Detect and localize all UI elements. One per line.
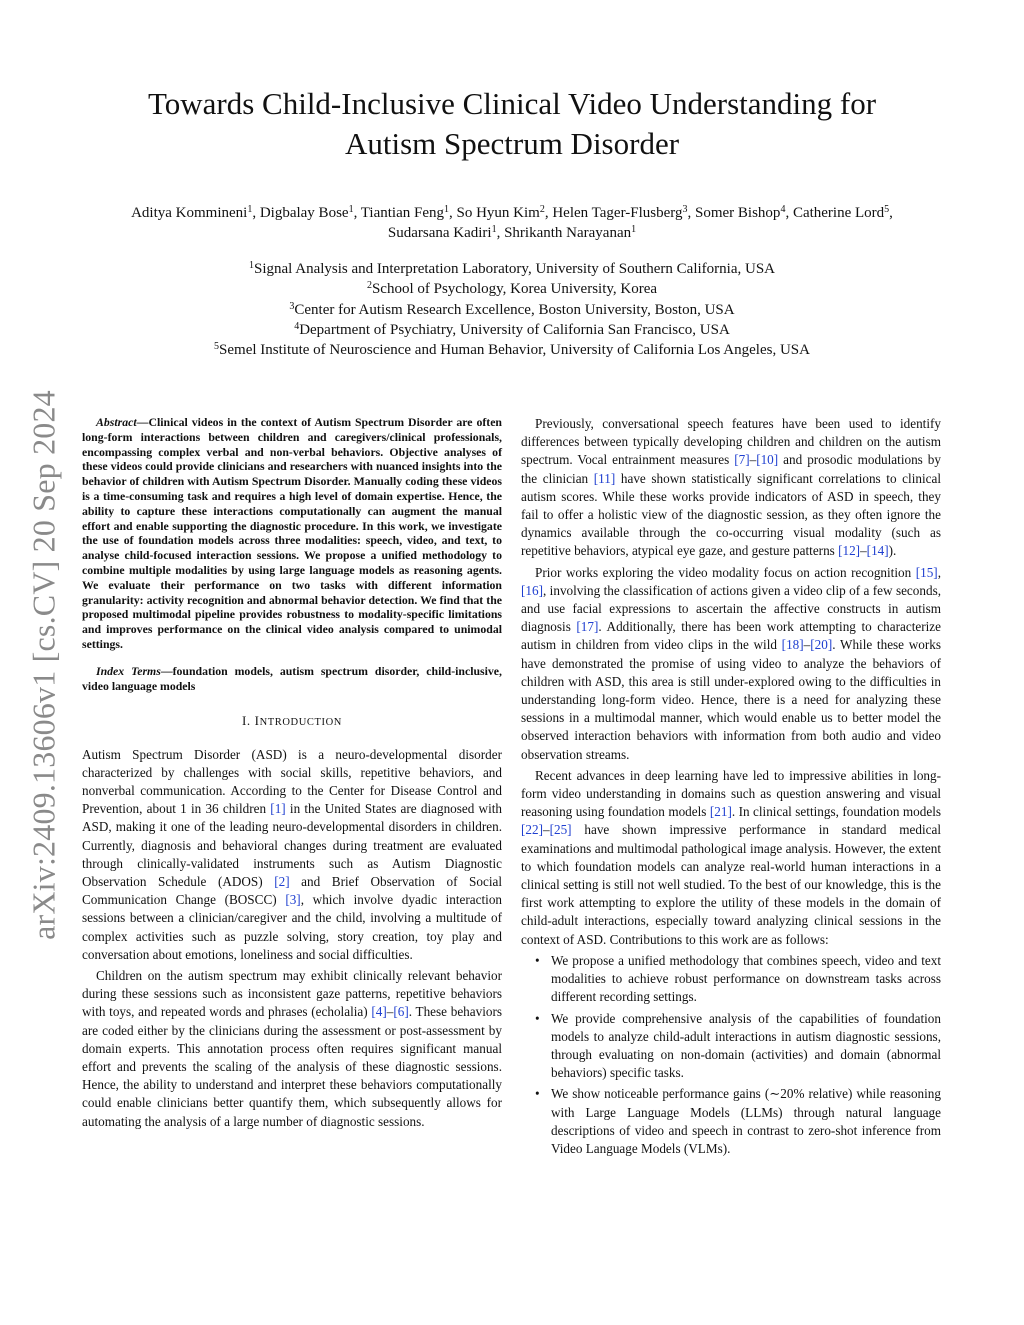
citation-link[interactable]: [12] <box>838 543 861 559</box>
author: Catherine Lord <box>792 205 885 221</box>
text-run: – <box>803 637 811 653</box>
author-affiliation-mark: 1 <box>491 224 497 235</box>
paper-title <box>60 84 964 164</box>
text-run: Children on the autism spectrum may exhibit clinically relevant behavior during these sessions such as inconsistent gaze patterns, repetitive behaviors with toys, and repeated words and phrases (echolalia) <box>82 967 502 1020</box>
text-run: , involving the classification of actions given a video clip of a few seconds, and use facial expressions to ascertain the affective constructs in autism diagnosis <box>521 582 941 635</box>
citation-link[interactable]: [4] <box>371 1004 387 1020</box>
arxiv-identifier-text: arXiv:2409.13606v1 [cs.CV] 20 Sep 2024 <box>25 390 62 940</box>
citation-link[interactable]: [3] <box>285 892 301 908</box>
list-item <box>535 1085 941 1158</box>
citation-link[interactable]: [11] <box>593 470 616 486</box>
section-title-initial: I <box>254 713 260 729</box>
author-affiliation-mark: 5 <box>884 204 890 215</box>
citation-link[interactable]: [2] <box>274 873 290 889</box>
affiliation-number: 4 <box>294 320 300 332</box>
affiliation-list <box>60 259 964 360</box>
list-item <box>535 1010 941 1083</box>
text-run: , which involve dyadic interaction sessions between a clinician/caregiver and the child, involving a multitude of complex activities such as puzzle solving, story creation, toy play and conversation about emotions, loneliness and social difficulties. <box>82 892 503 962</box>
text-run: – <box>386 1004 394 1020</box>
citation-link[interactable]: [6] <box>393 1004 409 1020</box>
author: Somer Bishop <box>695 205 781 221</box>
text-run: , <box>937 564 941 580</box>
citation-link[interactable]: [21] <box>709 804 732 820</box>
citation-link[interactable]: [10] <box>756 452 779 468</box>
list-item-text: We propose a unified methodology that combines speech, video and text modalities to achieve robust performance on downstream tasks across different recording settings. <box>551 952 941 1005</box>
intro-paragraph-5 <box>521 767 941 949</box>
citation-link[interactable]: [25] <box>549 822 572 838</box>
citation-link[interactable]: [14] <box>866 543 889 559</box>
section-heading-introduction <box>82 712 502 732</box>
author-affiliation-mark: 2 <box>539 204 545 215</box>
affiliation-text: Center for Autism Research Excellence, Boston University, Boston, USA <box>294 301 735 318</box>
text-run: Previously, conversational speech features have been used to identify differences between typically developing children and children on the autism spectrum. Vocal entrainment measures <box>521 416 941 468</box>
citation-link[interactable]: [15] <box>915 564 938 580</box>
index-terms-label: Index Terms <box>96 663 161 678</box>
intro-paragraph-4 <box>521 564 941 764</box>
affiliation <box>60 300 964 320</box>
abstract <box>82 415 502 652</box>
right-column <box>521 415 941 1161</box>
author-list <box>60 203 964 243</box>
intro-paragraph-1 <box>82 746 502 964</box>
text-run: . Additionally, there has been work attempting to characterize autism in children from video clips in the wild <box>521 619 941 653</box>
text-run: – <box>860 543 867 559</box>
index-terms <box>82 664 502 694</box>
citation-link[interactable]: [7] <box>734 452 750 468</box>
text-run: . These behaviors are coded either by the clinicians during the assessment or post-assessment by domain experts. This annotation process often requires significant manual effort and prevents the scaling of the analysis of these diagnostic sessions. Hence, the ability to understand and interpret these behaviors computationally could enable clinicians better quantify them, which subsequently allows for automating the analysis of a large number of diagnostic sessions. <box>82 1004 502 1129</box>
author: Helen Tager-Flusberg <box>552 205 683 221</box>
list-item <box>535 952 941 1007</box>
bullet-glyph: • <box>535 1010 540 1026</box>
text-run: Autism Spectrum Disorder (ASD) is a neuro-developmental disorder characterized by challenges with social skills, repetitive behaviors, and nonverbal communication. According to the Center for Disease Control and Prevention, about 1 in 36 children <box>82 746 502 817</box>
affiliation-number: 2 <box>366 280 372 292</box>
text-run: – <box>542 822 550 838</box>
text-run: . While these works have demonstrated the promise of using video to analyze the behaviors of children with ASD, this area is still under-explored owing to the difficulties in understanding long-form video. Hence, there is a need for analyzing these sessions in a multimodal manner, which would enable us to better model the observed interaction behaviors with information from both audio and video observation streams. <box>521 637 941 762</box>
list-item-text: We show noticeable performance gains (∼20% relative) while reasoning with Large Language Models (LLMs) through natural language descriptions of video and speech in contrast to zero-shot inference from Video Language Models (VLMs). <box>551 1086 941 1156</box>
citation-link[interactable]: [20] <box>810 637 833 653</box>
author: So Hyun Kim <box>456 205 540 221</box>
intro-paragraph-3 <box>521 415 941 561</box>
author-affiliation-mark: 1 <box>348 204 354 215</box>
author: Tiantian Feng <box>360 205 444 221</box>
affiliation-number: 5 <box>214 341 220 353</box>
author-line-2: Sudarsana Kadiri$^1$, Shrikanth Narayanan$^1$ <box>387 224 637 241</box>
bullet-glyph: • <box>535 1086 540 1102</box>
author-affiliation-mark: 4 <box>780 204 786 215</box>
citation-link[interactable]: [22] <box>521 822 543 838</box>
citation-link[interactable]: [1] <box>270 801 286 817</box>
author: Aditya Kommineni <box>131 205 248 221</box>
citation-link[interactable]: [16] <box>521 582 543 598</box>
text-run: and prosodic modulations by the clinician <box>521 452 941 486</box>
affiliation-text: Signal Analysis and Interpretation Laboratory, University of Southern California, USA <box>253 261 775 277</box>
text-run: Recent advances in deep learning have led to impressive abilities in long-form video understanding in domains such as question answering and visual reasoning using foundation models <box>521 767 941 820</box>
author: Sudarsana Kadiri <box>387 225 492 241</box>
author-affiliation-mark: 1 <box>631 224 637 235</box>
author: Digbalay Bose <box>259 205 349 221</box>
author-affiliation-mark: 3 <box>682 204 688 215</box>
abstract-label: Abstract <box>96 415 137 429</box>
affiliation <box>60 320 964 340</box>
text-run: – <box>749 452 757 468</box>
affiliation <box>60 259 964 279</box>
affiliation-text: School of Psychology, Korea University, Korea <box>371 281 658 298</box>
text-run: have shown statistically significant correlations to clinical autism scores. While these works provide indicators of ASD in speech, they fail to offer a holistic view of the diagnostic session, as they often ignore the dynamics available through the co-occurring visual modality (such as repetitive behaviors, atypical eye gaze, and gesture patterns <box>521 470 941 559</box>
text-run: . In clinical settings, foundation models <box>731 804 942 820</box>
affiliation-number: 1 <box>248 260 254 271</box>
list-item-text: We provide comprehensive analysis of the capabilities of foundation models to analyze child-adult interactions in autism diagnostic sessions, through evaluating on non-domain (activities) and domain (abnormal behaviors) specific tasks. <box>551 1010 941 1081</box>
paper-title-line-2: Autism Spectrum Disorder <box>344 126 680 161</box>
affiliation-number: 3 <box>289 300 295 312</box>
citation-link[interactable]: [18] <box>781 637 804 653</box>
text-run: have shown impressive performance in standard medical examinations and multimodal pathological image analysis. However, the extent to which foundation models can analyze real-world human interactions in a clinical setting is still not well studied. To the best of our knowledge, this is the first work attempting to explore the utility of these models in the domain of child-adult interactions, especially toward analyzing clinical sessions in the context of ASD. Contributions to this work are as follows: <box>521 822 941 947</box>
affiliation-text: Department of Psychiatry, University of California San Francisco, USA <box>299 321 730 338</box>
affiliation <box>60 340 964 360</box>
author-affiliation-mark: 1 <box>444 204 449 215</box>
paper-title-line-1: Towards Child-Inclusive Clinical Video Understanding for <box>147 86 877 121</box>
author: Shrikanth Narayanan <box>504 225 632 241</box>
author-line-1: Aditya Kommineni$^1$, Digbalay Bose$^1$, Tiantian Feng$^1$, So Hyun Kim$^2$, Helen Tager-Flusberg$^3$, Somer Bishop$^4$, Catherine Lord$^5$, <box>131 204 893 221</box>
section-numeral: I. <box>241 713 255 729</box>
affiliation <box>60 279 964 299</box>
text-run: and Brief Observation of Social Communication Change (BOSCC) <box>82 873 502 908</box>
text-run: Prior works exploring the video modality focus on action recognition <box>535 564 916 580</box>
text-run: in the United States are diagnosed with ASD, making it one of the leading neuro-developmental disorders in children. Currently, diagnosis and behavioral changes during treatment are evaluated through clinically-validated instruments such as Autism Diagnostic Observation Schedule (ADOS) <box>82 801 502 889</box>
author-affiliation-mark: 1 <box>247 204 253 215</box>
abstract-text: —Clinical videos in the context of Autism Spectrum Disorder are often long-form interactions between children and caregivers/clinical professionals, encompassing complex verbal and non-verbal behaviors. Objective analyses of these videos could provide clinicians and researchers with nuanced insights into the behavior of children with Autism Spectrum Disorder. Manually coding these videos is a time-consuming task and requires a high level of domain expertise. Hence, the ability to capture these interactions computationally can augment the manual effort and enable supporting the diagnostic procedure. In this work, we investigate the use of foundation models across three modalities: speech, video, and text, to analyse child-focused interaction sessions. We propose a unified methodology to combine multiple modalities by using large language models as reasoning agents. We evaluate their performance on two tasks with different information granularity: activity recognition and abnormal behavior detection. We find that the proposed multimodal pipeline provides robustness to modality-specific limitations and improves performance on the clinical video analysis compared to unimodal settings. <box>82 415 502 651</box>
affiliation-text: Semel Institute of Neuroscience and Human Behavior, University of California Los Angeles, USA <box>219 342 810 359</box>
contributions-list <box>521 952 941 1158</box>
intro-paragraph-2 <box>82 967 502 1131</box>
left-column <box>82 415 502 1131</box>
section-title-rest: NTRODUCTION <box>259 717 342 729</box>
citation-link[interactable]: [17] <box>576 619 599 635</box>
bullet-glyph: • <box>535 952 540 968</box>
text-run: ). <box>888 543 897 559</box>
index-terms-text: —foundation models, autism spectrum disorder, child-inclusive, video language models <box>82 663 502 693</box>
